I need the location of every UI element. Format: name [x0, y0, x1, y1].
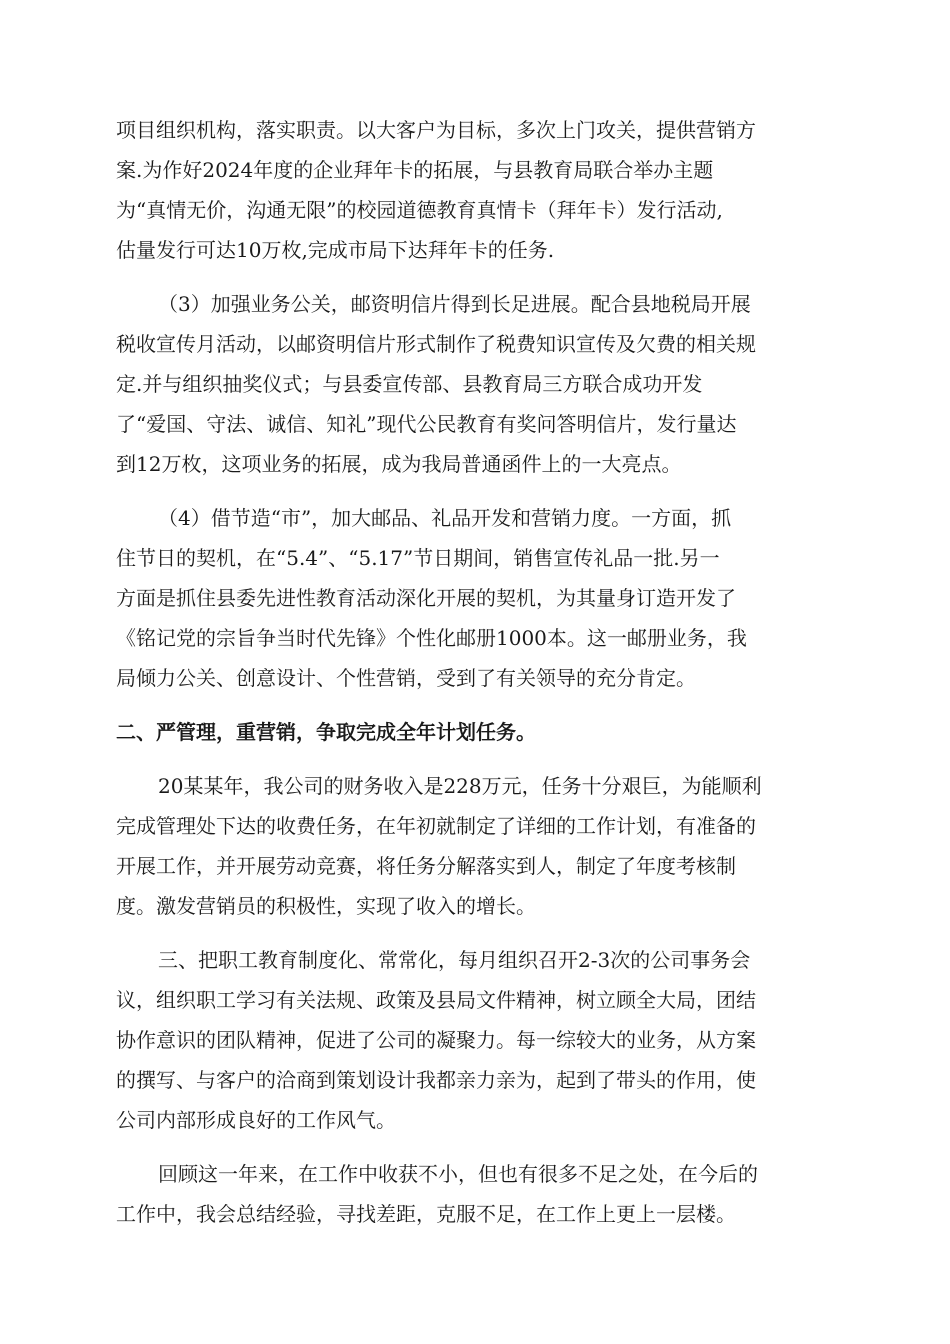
- text-line: 20某某年，我公司的财务收入是228万元，任务十分艰巨，为能顺利: [158, 774, 762, 798]
- text-line: 工作中，我会总结经验，寻找差距，克服不足，在工作上更上一层楼。: [116, 1202, 736, 1226]
- paragraph-4: [116, 766, 832, 926]
- text-line: 了“爱国、守法、诚信、知礼”现代公民教育有奖问答明信片，发行量达: [116, 412, 737, 436]
- paragraph-6: [116, 1154, 832, 1234]
- text-line: 完成管理处下达的收费任务，在年初就制定了详细的工作计划，有准备的: [116, 814, 756, 838]
- text-line: 开展工作，并开展劳动竞赛，将任务分解落实到人，制定了年度考核制: [116, 854, 736, 878]
- paragraph-2: [116, 284, 832, 484]
- section-heading: 二、严管理，重营销，争取完成全年计划任务。: [116, 720, 536, 744]
- text-line: 公司内部形成良好的工作风气。: [116, 1108, 396, 1132]
- text-line: 《铭记党的宗旨争当时代先锋》个性化邮册1000本。这一邮册业务，我: [116, 626, 747, 650]
- text-line: （4）借节造“市”，加大邮品、礼品开发和营销力度。一方面，抓: [158, 506, 732, 530]
- text-line: 住节日的契机，在“5.4”、“5.17”节日期间，销售宣传礼品一批.另一: [116, 546, 720, 570]
- text-line: 的撰写、与客户的洽商到策划设计我都亲力亲为，起到了带头的作用，使: [116, 1068, 756, 1092]
- text-line: 三、把职工教育制度化、常常化，每月组织召开2-3次的公司事务会: [158, 948, 751, 972]
- text-line: 案.为作好2024年度的企业拜年卡的拓展，与县教育局联合举办主题: [116, 158, 714, 182]
- text-line: 议，组织职工学习有关法规、政策及县局文件精神，树立顾全大局，团结: [116, 988, 756, 1012]
- text-line: 局倾力公关、创意设计、个性营销，受到了有关领导的充分肯定。: [116, 666, 696, 690]
- text-line: （3）加强业务公关，邮资明信片得到长足进展。配合县地税局开展: [158, 292, 751, 316]
- text-line: 度。激发营销员的积极性，实现了收入的增长。: [116, 894, 536, 918]
- text-line: 到12万枚，这项业务的拓展，成为我局普通函件上的一大亮点。: [116, 452, 682, 476]
- text-line: 定.并与组织抽奖仪式；与县委宣传部、县教育局三方联合成功开发: [116, 372, 703, 396]
- text-line: 为“真情无价，沟通无限”的校园道德教育真情卡（拜年卡）发行活动,: [116, 198, 723, 222]
- paragraph-3: [116, 498, 832, 698]
- paragraph-5: [116, 940, 832, 1140]
- text-line: 估量发行可达10万枚,完成市局下达拜年卡的任务.: [116, 238, 555, 262]
- paragraph-1: [116, 110, 832, 270]
- text-line: 协作意识的团队精神，促进了公司的凝聚力。每一综较大的业务，从方案: [116, 1028, 756, 1052]
- text-line: 项目组织机构，落实职责。以大客户为目标，多次上门攻关，提供营销方: [116, 118, 756, 142]
- text-line: 方面是抓住县委先进性教育活动深化开展的契机，为其量身订造开发了: [116, 586, 736, 610]
- text-line: 回顾这一年来，在工作中收获不小，但也有很多不足之处，在今后的: [158, 1162, 758, 1186]
- text-line: 税收宣传月活动，以邮资明信片形式制作了税费知识宣传及欠费的相关规: [116, 332, 756, 356]
- document-page: [116, 110, 832, 1248]
